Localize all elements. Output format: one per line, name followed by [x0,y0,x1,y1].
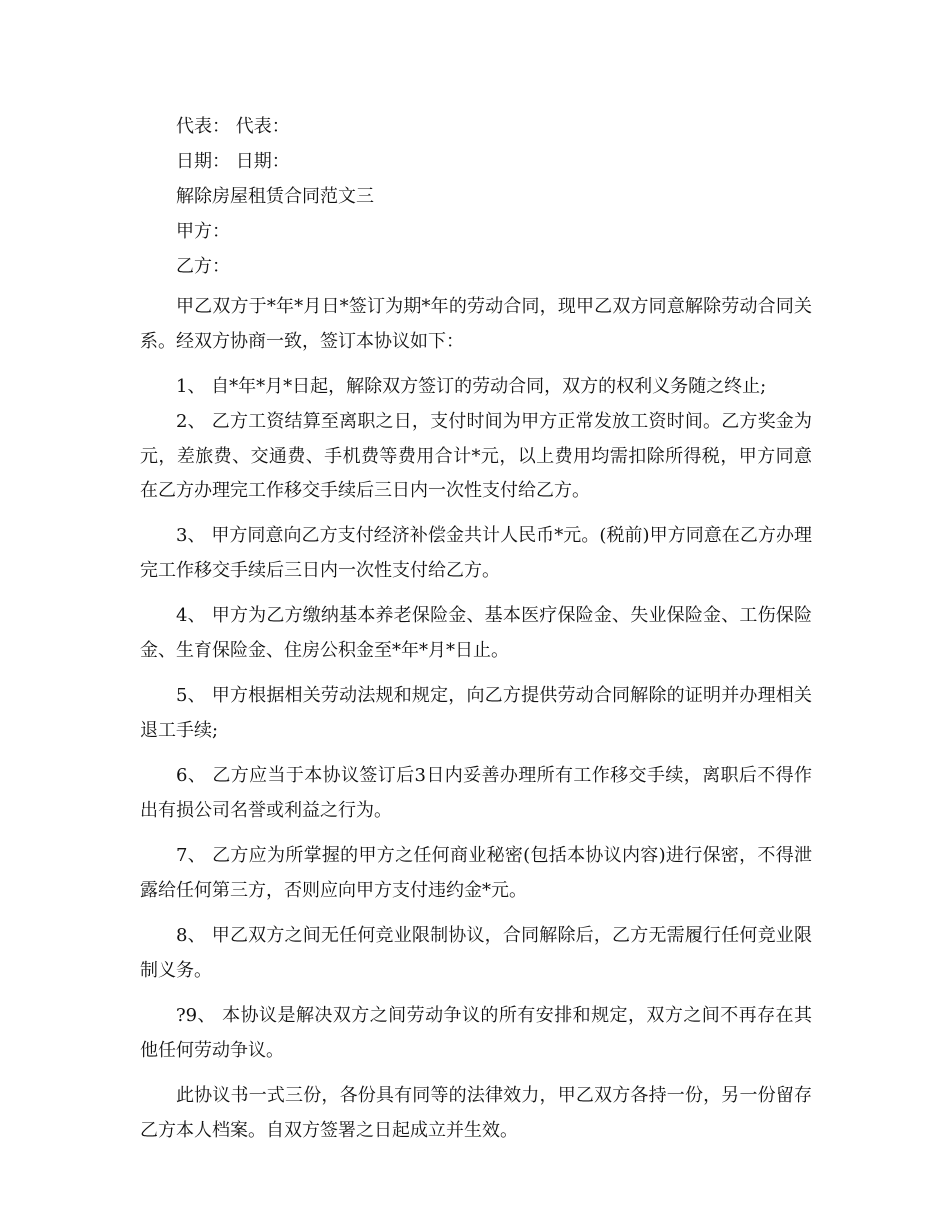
representative-line: 代表： 代表： [176,116,290,137]
closing-paragraph: 此协议书一式三份，各份具有同等的法律效力，甲乙双方各持一份，另一份留存乙方本人档案。自双方签署之日起成立并生效。 [140,1085,812,1141]
section-title: 解除房屋租赁合同范文三 [176,186,374,207]
clause-9: ?9、 本协议是解决双方之间劳动争议的所有安排和规定，双方之间不再存在其他任何劳动争议。 [140,1005,812,1061]
clause-5: 5、 甲方根据相关劳动法规和规定，向乙方提供劳动合同解除的证明并办理相关退工手续; [140,685,812,741]
clause-7: 7、 乙方应为所掌握的甲方之任何商业秘密(包括本协议内容)进行保密，不得泄露给任何第三方，否则应向甲方支付违约金*元。 [140,845,812,901]
party-b-line: 乙方： [176,256,230,277]
clause-2: 2、 乙方工资结算至离职之日，支付时间为甲方正常发放工资时间。乙方奖金为元，差旅费、交通费、手机费等费用合计*元，以上费用均需扣除所得税，甲方同意在乙方办理完工作移交手续后三日内一次性支付给乙方。 [140,411,812,501]
clause-8: 8、 甲乙双方之间无任何竞业限制协议，合同解除后，乙方无需履行任何竞业限制义务。 [140,925,812,981]
clause-1: 1、 自*年*月*日起，解除双方签订的劳动合同，双方的权利义务随之终止; [176,376,767,397]
date-line: 日期： 日期： [176,151,290,172]
party-a-line: 甲方： [176,221,230,242]
clause-3: 3、 甲方同意向乙方支付经济补偿金共计人民币*元。(税前)甲方同意在乙方办理完工作移交手续后三日内一次性支付给乙方。 [140,525,812,581]
intro-paragraph: 甲乙双方于*年*月日*签订为期*年的劳动合同，现甲乙双方同意解除劳动合同关系。经双方协商一致，签订本协议如下： [140,296,812,352]
clause-4: 4、 甲方为乙方缴纳基本养老保险金、基本医疗保险金、失业保险金、工伤保险金、生育保险金、住房公积金至*年*月*日止。 [140,605,812,661]
clause-6: 6、 乙方应当于本协议签订后3日内妥善办理所有工作移交手续，离职后不得作出有损公司名誉或利益之行为。 [140,765,812,821]
